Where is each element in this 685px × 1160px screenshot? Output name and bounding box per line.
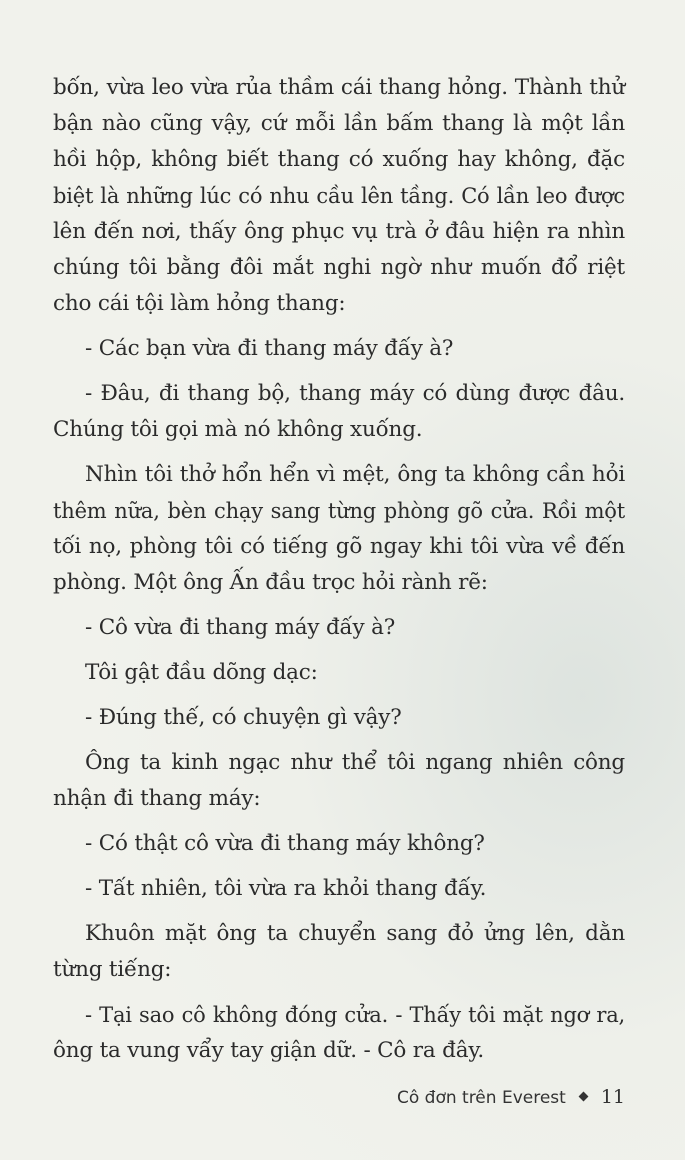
text-line: phòng. Một ông Ấn đầu trọc hỏi rành rẽ:	[53, 570, 488, 595]
text-line: lên đến nơi, thấy ông phục vụ trà ở đâu hiện ra nhìn	[53, 219, 625, 244]
dialogue-line: - Có thật cô vừa đi thang máy không?	[85, 831, 485, 856]
page-number: 11	[600, 1086, 625, 1108]
text-line: Nhìn tôi thở hổn hển vì mệt, ông ta không cần hỏi	[85, 462, 625, 487]
text-line: Khuôn mặt ông ta chuyển sang đỏ ửng lên, dằn	[85, 921, 625, 946]
text-line: từng tiếng:	[53, 957, 172, 982]
dialogue-line: - Đâu, đi thang bộ, thang máy có dùng được đâu.	[85, 381, 625, 406]
dialogue-line: ông ta vung vẩy tay giận dữ. - Cô ra đây.	[53, 1038, 485, 1063]
text-line: Ông ta kinh ngạc như thể tôi ngang nhiên công	[85, 750, 625, 775]
text-line: Tôi gật đầu dõng dạc:	[85, 660, 318, 685]
text-line: tối nọ, phòng tôi có tiếng gõ ngay khi tôi vừa về đến	[53, 534, 625, 559]
dialogue-line: - Tất nhiên, tôi vừa ra khỏi thang đấy.	[85, 876, 487, 901]
page-footer	[0, 1086, 625, 1108]
dialogue-line: - Đúng thế, có chuyện gì vậy?	[85, 705, 402, 730]
text-line: bốn, vừa leo vừa rủa thầm cái thang hỏng. Thành thử	[53, 75, 625, 100]
text-line: cho cái tội làm hỏng thang:	[53, 291, 346, 316]
dialogue-line: - Các bạn vừa đi thang máy đấy à?	[85, 336, 454, 361]
text-line: chúng tôi bằng đôi mắt nghi ngờ như muốn đổ riệt	[53, 255, 625, 280]
diamond-separator-icon	[578, 1092, 588, 1102]
text-line: thêm nữa, bèn chạy sang từng phòng gõ cửa. Rồi một	[53, 499, 625, 523]
text-line: bận nào cũng vậy, cứ mỗi lần bấm thang là một lần	[53, 111, 625, 136]
text-line: biệt là những lúc có nhu cầu lên tầng. Có lần leo được	[53, 184, 625, 208]
dialogue-line: - Cô vừa đi thang máy đấy à?	[85, 615, 396, 640]
dialogue-line: Chúng tôi gọi mà nó không xuống.	[53, 417, 423, 442]
text-line: nhận đi thang máy:	[53, 786, 261, 811]
text-line: hồi hộp, không biết thang có xuống hay không, đặc	[53, 147, 625, 172]
running-title: Cô đơn trên Everest	[396, 1088, 566, 1108]
body-text	[53, 70, 625, 1069]
dialogue-line: - Tại sao cô không đóng cửa. - Thấy tôi mặt ngơ ra,	[85, 1003, 625, 1027]
